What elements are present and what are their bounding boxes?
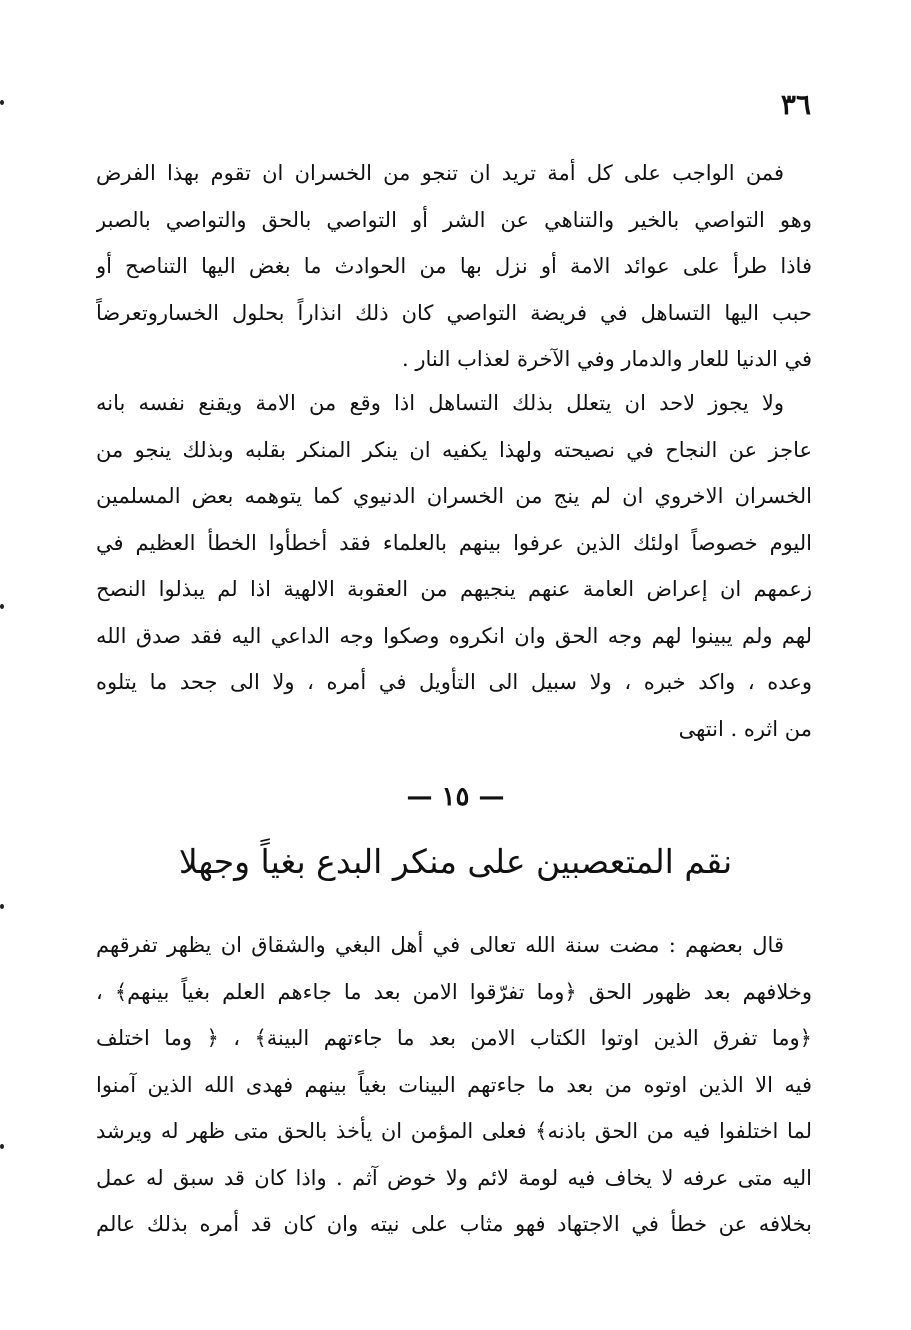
margin-mark	[0, 100, 4, 105]
text-line: حبب اليها التساهل في فريضة التواصي كان ذلك انذاراً بحلول الخساروتعرضاً	[96, 300, 812, 325]
section-number: — ١٥ —	[406, 782, 505, 812]
section-title: نقم المتعصبين على منكر البدع بغياً وجهلا	[178, 842, 733, 881]
text-line: ﴿وما تفرق الذين اوتوا الكتاب الامن بعد ما جاءتهم البينة﴾ ، ﴿ وما اختلف	[96, 1026, 812, 1050]
text-line: ولا يجوز لاحد ان يتعلل بذلك التساهل اذا وقع من الامة ويقنع نفسه بانه	[96, 391, 784, 415]
text-line: الخسران الاخروي ان لم ينج من الخسران الدنيوي كما يتوهمه بعض المسلمين	[96, 484, 812, 508]
paragraph-3	[96, 922, 812, 1248]
text-line: وخلافهم بعد ظهور الحق ﴿وما تفرّقوا الامن بعد ما جاءهم العلم بغياً بينهم﴾ ،	[96, 979, 812, 1004]
paragraph-1	[96, 150, 812, 383]
page-number: ٣٦	[780, 88, 811, 121]
text-line: لهم ولم يبينوا لهم وجه الحق وان انكروه وصكوا وجه الداعي اليه فقد صدق الله	[96, 623, 812, 648]
paragraph-2	[96, 380, 812, 752]
text-line: زعمهم ان إعراض العامة عنهم ينجيهم من العقوبة الالهية اذا لم يبذلوا النصح	[96, 577, 812, 601]
text-line: من اثره . انتهى	[678, 716, 812, 741]
text-line: وهو التواصي بالخير والتناهي عن الشر أو التواصي بالحق والتواصي بالصبر	[96, 207, 812, 232]
text-line: لما اختلفوا فيه من الحق باذنه﴾ فعلى المؤمن ان يأخذ بالحق متى ظهر له ويرشد	[96, 1119, 812, 1143]
margin-mark	[0, 904, 4, 909]
text-line: وعده ، واكد خبره ، ولا سبيل الى التأويل في أمره ، ولا الى جحد ما يتلوه	[96, 670, 812, 694]
text-line: اليه متى عرفه لا يخاف فيه لومة لائم ولا خوض آثم . واذا كان قد سبق له عمل	[96, 1165, 812, 1190]
text-line: قال بعضهم : مضت سنة الله تعالى في أهل البغي والشقاق ان يظهر تفرقهم	[96, 933, 784, 957]
text-line: فيه الا الذين اوتوه من بعد ما جاءتهم البينات بغياً بينهم فهدى الله الذين آمنوا	[96, 1072, 812, 1097]
text-line: بخلافه عن خطأ في الاجتهاد فهو مثاب على نيته وان كان قد أمره بذلك عالم	[96, 1212, 812, 1236]
text-line: اليوم خصوصاً اولئك الذين عرفوا بينهم بالعلماء فقد أخطأوا الخطأ العظيم في	[96, 530, 812, 555]
text-line: عاجز عن النجاح في نصيحته ولهذا يكفيه ان ينكر المنكر بقلبه وبذلك ينجو من	[96, 437, 812, 462]
margin-mark	[0, 604, 4, 609]
margin-mark	[0, 1144, 4, 1149]
text-line: فاذا طرأ على عوائد الامة أو نزل بها من الحوادث ما بغض اليها التناصح أو	[96, 254, 812, 278]
text-line: في الدنيا للعار والدمار وفي الآخرة لعذاب النار .	[402, 347, 812, 371]
text-line: فمن الواجب على كل أمة تريد ان تنجو من الخسران ان تقوم بهذا الفرض	[96, 161, 784, 185]
